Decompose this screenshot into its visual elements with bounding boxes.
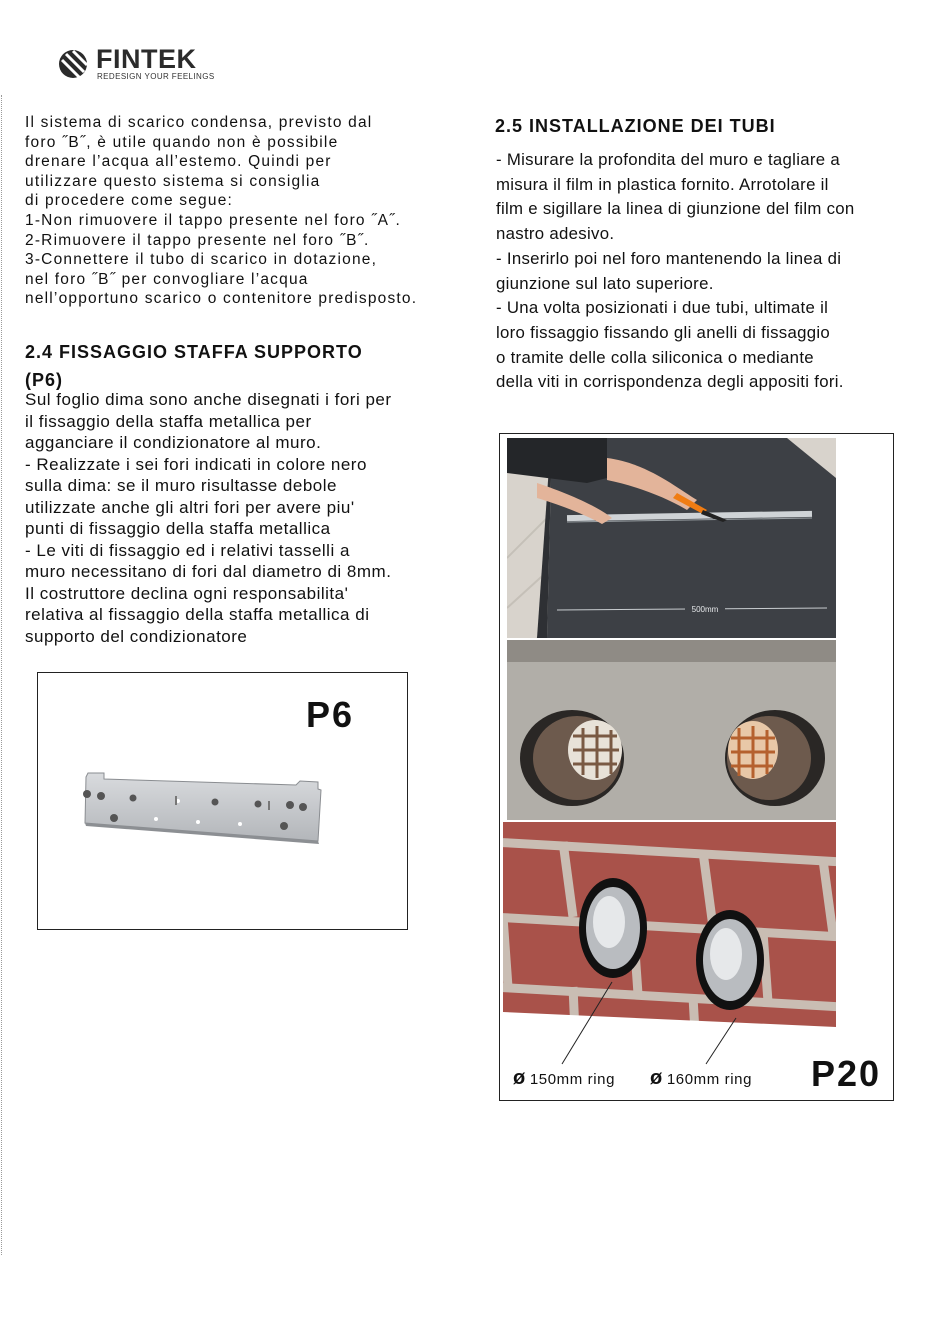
brand-name: FINTEK <box>96 44 197 74</box>
fintek-logo-icon <box>56 46 92 82</box>
text-line: di procedere come segue: <box>25 192 234 210</box>
diameter-icon: ø <box>513 1067 526 1089</box>
text-line: della viti in corrispondenza degli appositi fori. <box>496 372 844 392</box>
text-line: Sul foglio dima sono anche disegnati i fori per <box>25 390 392 409</box>
text-line: - Inserirlo poi nel foro mantenendo la linea di <box>496 248 842 268</box>
section-2-5-body <box>496 148 906 395</box>
figure-label: P6 <box>306 694 355 735</box>
text-line: agganciare il condizionatore al muro. <box>25 433 322 452</box>
page-margin-line <box>1 95 2 1255</box>
text-line: nel foro ˝B˝ per convogliare l’acqua <box>25 270 309 288</box>
text-line: misura il film in plastica fornito. Arrotolare il <box>496 174 829 194</box>
section-2-5-heading: 2.5 INSTALLAZIONE DEI TUBI <box>495 116 776 136</box>
figure-label: P20 <box>811 1053 882 1094</box>
photo-cutting-film <box>507 438 836 638</box>
ring-150-label <box>513 1069 615 1089</box>
section-2-4-heading <box>25 338 465 394</box>
heading-line: (P6) <box>25 370 64 390</box>
text-line: supporto del condizionatore <box>25 626 248 646</box>
wall-holes-image <box>507 640 836 820</box>
text-line: - Realizzate i sei fori indicati in colore nero <box>25 454 367 474</box>
text-line: loro fissaggio fissando gli anelli di fissaggio <box>496 322 831 342</box>
brick-wall-rings-image <box>503 822 836 1030</box>
heading-line: 2.4 FISSAGGIO STAFFA SUPPORTO <box>25 342 363 362</box>
brand-tagline: REDESIGN YOUR FEELINGS <box>97 72 215 81</box>
text-line: nell’opportuno scarico o contenitore predisposto. <box>25 290 418 308</box>
text-line: nastro adesivo. <box>496 224 615 244</box>
text-line: foro ˝B˝, è utile quando non è possibile <box>25 133 339 151</box>
text-line: Il costruttore declina ogni responsabilita' <box>25 583 349 603</box>
text-line: o tramite delle colla siliconica o mediante <box>496 347 814 367</box>
text-line: utilizzare questo sistema si consiglia <box>25 172 321 190</box>
ring-160-text: 160mm ring <box>666 1071 753 1088</box>
text-line: Il sistema di scarico condensa, previsto dal <box>25 114 373 131</box>
text-line: - Misurare la profondita del muro e tagliare a <box>496 150 840 169</box>
text-line: utilizzate anche gli altri fori per avere piu' <box>25 497 355 517</box>
ring-160-label <box>650 1069 752 1089</box>
text-line: 3-Connettere il tubo di scarico in dotazione, <box>25 251 378 269</box>
text-line: muro necessitano di fori dal diametro di 8mm. <box>25 562 392 581</box>
text-line: 1-Non rimuovere il tappo presente nel foro ˝A˝. <box>25 211 402 229</box>
fintek-logo <box>56 44 236 84</box>
text-line: sulla dima: se il muro risultasse debole <box>25 476 337 495</box>
ruler-mark-label: 500mm <box>691 605 719 614</box>
figure-p6 <box>37 672 408 930</box>
photo-wall-holes <box>507 640 836 820</box>
cutting-film-image <box>507 438 836 638</box>
diameter-icon: ø <box>650 1067 663 1089</box>
text-line: giunzione sul lato superiore. <box>496 273 714 293</box>
text-line: film e sigillare la linea di giunzione del film con <box>496 199 855 219</box>
photo-brick-wall-rings <box>503 822 836 1030</box>
figure-p20 <box>499 433 894 1101</box>
text-line: il fissaggio della staffa metallica per <box>25 411 312 431</box>
condensate-instructions <box>25 113 475 309</box>
ring-150-text: 150mm ring <box>529 1071 616 1088</box>
text-line: relativa al fissaggio della staffa metallica di <box>25 605 370 624</box>
mounting-bracket-illustration <box>38 673 407 929</box>
text-line: drenare l’acqua all’estemo. Quindi per <box>25 153 332 171</box>
text-line: 2-Rimuovere il tappo presente nel foro ˝B˝. <box>25 231 370 249</box>
text-line: - Una volta posizionati i due tubi, ultimate il <box>496 298 829 318</box>
text-line: - Le viti di fissaggio ed i relativi tasselli a <box>25 540 350 560</box>
section-2-4-body <box>25 389 465 647</box>
text-line: punti di fissaggio della staffa metallica <box>25 519 331 538</box>
